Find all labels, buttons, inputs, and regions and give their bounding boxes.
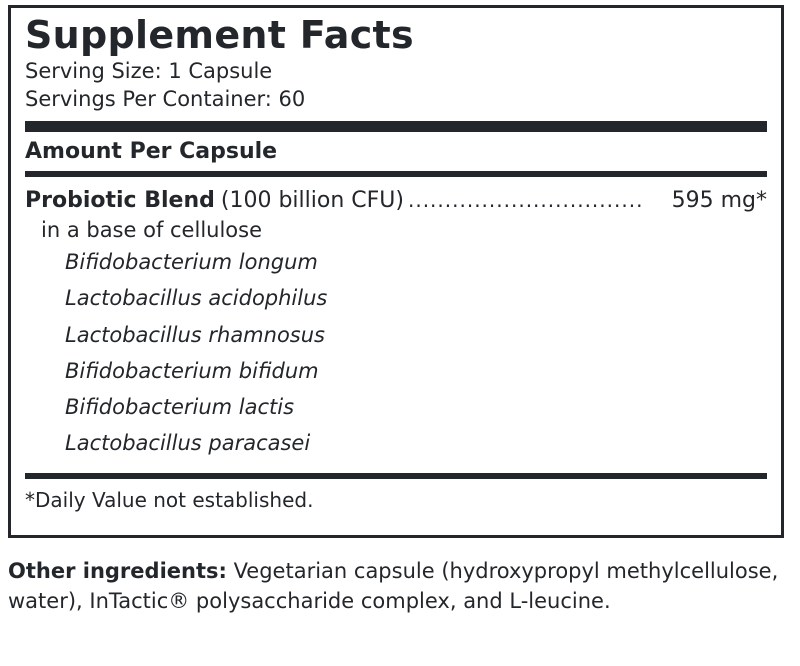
amount-per-capsule-header: Amount Per Capsule [25, 139, 278, 165]
leader-dots: ................................ [407, 188, 644, 213]
divider-thick-top [25, 121, 767, 132]
probiotic-blend-name: Probiotic Blend [25, 188, 215, 214]
daily-value-footnote: *Daily Value not established. [25, 488, 314, 513]
probiotic-blend-amount: 595 mg* [671, 188, 767, 214]
servings-per-container-line: Servings Per Container: 60 [25, 86, 306, 111]
probiotic-blend-row [25, 177, 767, 216]
probiotic-blend-detail: (100 billion CFU) [220, 188, 404, 214]
supplement-facts-panel [8, 5, 784, 538]
strain-item: Bifidobacterium bifidum [65, 358, 319, 383]
other-ingredients-label: Other ingredients: [8, 559, 227, 583]
strain-item: Lactobacillus rhamnosus [65, 322, 325, 347]
panel-title: Supplement Facts [25, 13, 414, 57]
strain-item: Bifidobacterium longum [65, 250, 318, 275]
strain-item: Bifidobacterium lactis [65, 394, 295, 419]
other-ingredients-text: Vegetarian capsule (hydroxypropyl methylcellulose, water), InTactic® polysaccharide complex, and L-leucine. [8, 559, 779, 614]
other-ingredients-block [8, 556, 786, 617]
serving-size-line: Serving Size: 1 Capsule [25, 58, 273, 83]
strain-item: Lactobacillus paracasei [65, 430, 311, 455]
blend-base-line: in a base of cellulose [41, 218, 263, 243]
strain-item: Lactobacillus acidophilus [65, 286, 328, 311]
